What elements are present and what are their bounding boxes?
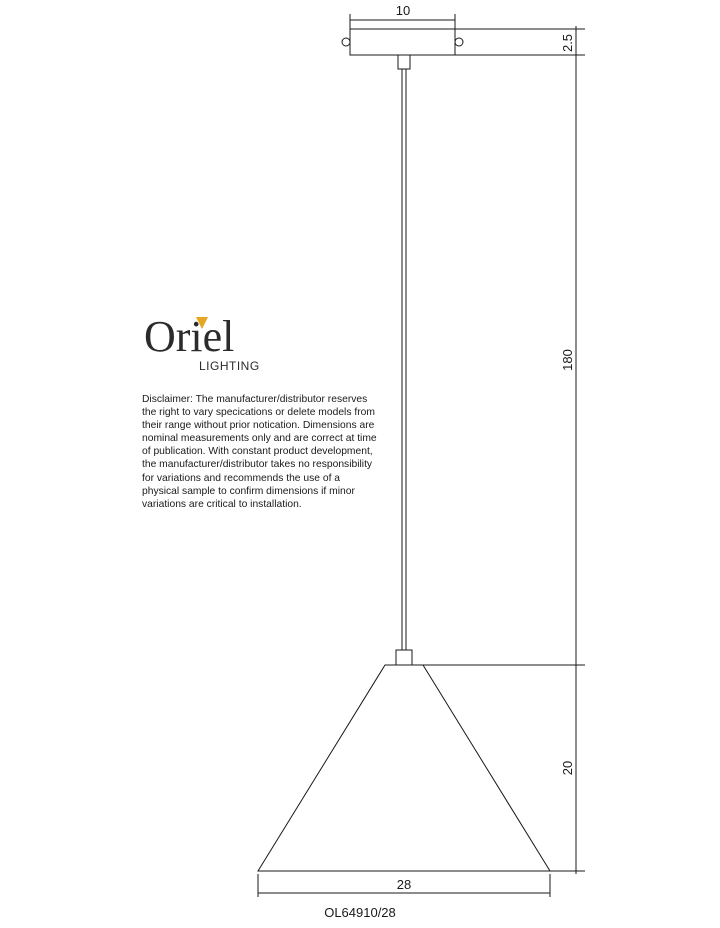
cone-shade xyxy=(258,665,550,871)
logo-subtitle: LIGHTING xyxy=(199,359,260,373)
shade-height-label: 20 xyxy=(560,760,575,776)
disclaimer-text: Disclaimer: The manufacturer/distributor reserves the right to vary specications or delete models from their range without prior notication. Dimensions are nominal measurements only and are correct at time of publication. With constant product development, the manufacturer/distributor takes no responsibility for variations and recommends the use of a physical sample to confirm dimensions if minor variations are critical to installation. xyxy=(142,394,377,510)
stem-connector-bottom xyxy=(396,650,412,665)
canopy-screw-right xyxy=(455,38,463,46)
model-code: OL64910/28 xyxy=(324,905,396,920)
logo-wordmark: Oriel xyxy=(144,312,235,361)
canopy-width-label: 10 xyxy=(395,3,411,18)
canopy-screw-left xyxy=(342,38,350,46)
drop-length-label: 180 xyxy=(560,349,575,371)
stem-connector-top xyxy=(398,55,410,69)
canopy xyxy=(350,29,455,55)
shade-width-label: 28 xyxy=(396,877,412,892)
oriel-lighting-logo xyxy=(144,313,274,383)
canopy-height-label: 2.5 xyxy=(560,33,575,53)
